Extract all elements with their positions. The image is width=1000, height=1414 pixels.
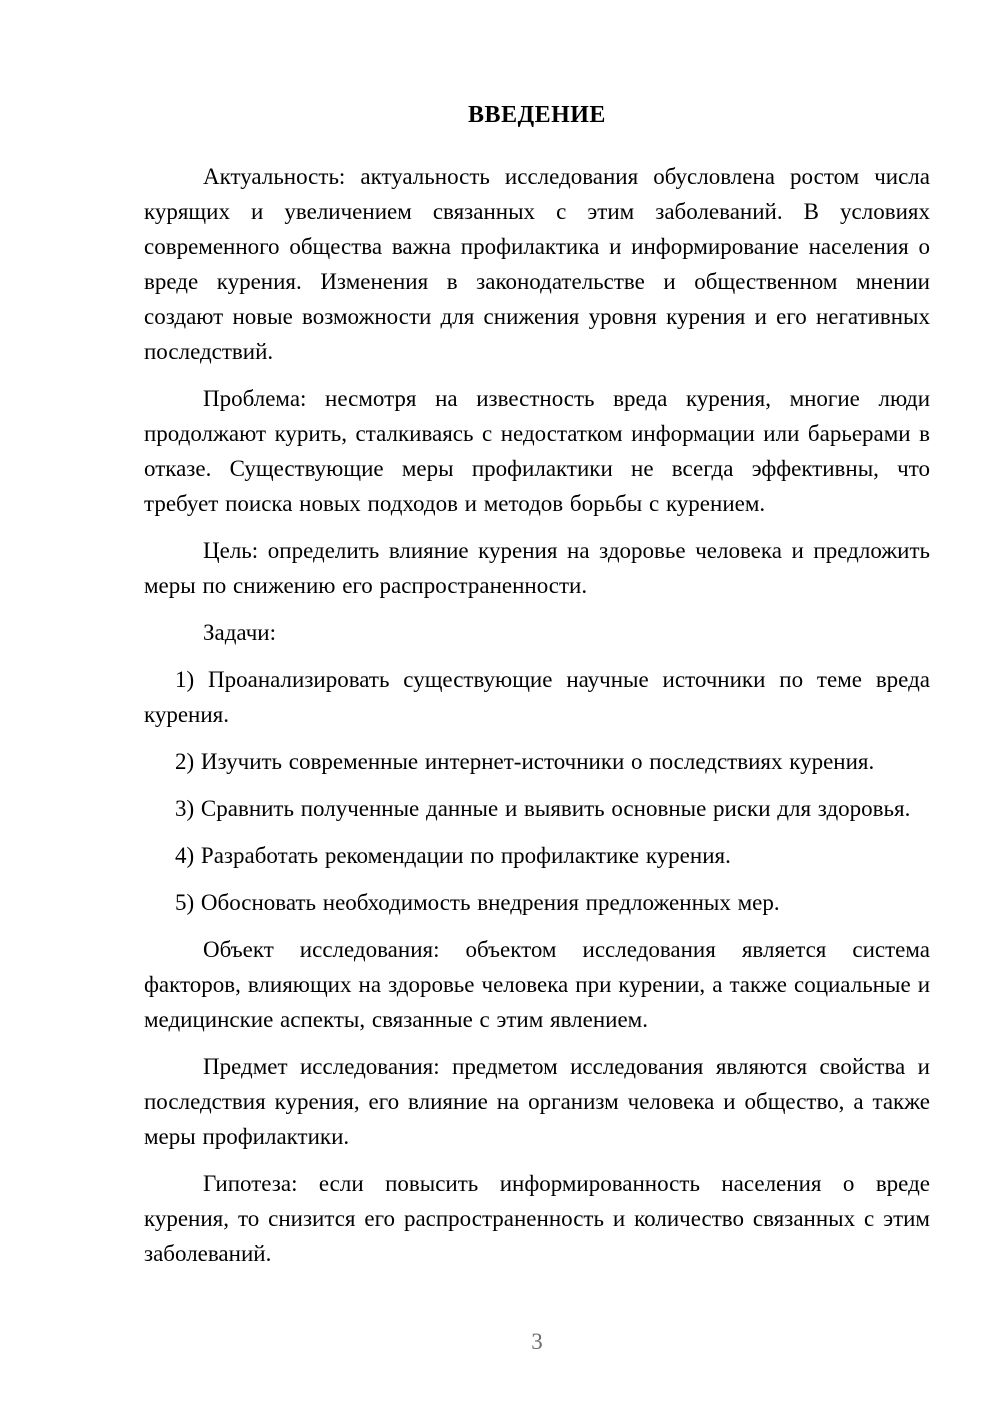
paragraph-relevance: Актуальность: актуальность исследования обусловлена ростом числа курящих и увеличением связанных с этим заболеваний. В условиях современного общества важна профилактика и информирование населения о вреде курения. Изменения в законодательстве и общественном мнении создают новые возможности для снижения уровня курения и его негативных последствий. — [144, 164, 930, 364]
task-item-1: 1) Проанализировать существующие научные источники по теме вреда курения. — [144, 667, 930, 727]
page-title: ВВЕДЕНИЕ — [468, 102, 606, 128]
task-item-5: 5) Обосновать необходимость внедрения предложенных мер. — [175, 890, 780, 915]
paragraph-hypothesis: Гипотеза: если повысить информированность населения о вреде курения, то снизится его распространенность и количество связанных с этим заболеваний. — [144, 1171, 930, 1266]
paragraph-subject: Предмет исследования: предметом исследования являются свойства и последствия курения, его влияние на организм человека и общество, а также меры профилактики. — [144, 1054, 930, 1149]
paragraph-object: Объект исследования: объектом исследования является система факторов, влияющих на здоровье человека при курении, а также социальные и медицинские аспекты, связанные с этим явлением. — [144, 937, 930, 1032]
task-item-4: 4) Разработать рекомендации по профилактике курения. — [175, 843, 731, 868]
paragraph-problem: Проблема: несмотря на известность вреда курения, многие люди продолжают курить, сталкиваясь с недостатком информации или барьерами в отказе. Существующие меры профилактики не всегда эффективны, что требует поиска новых подходов и методов борьбы с курением. — [144, 386, 930, 516]
task-item-3: 3) Сравнить полученные данные и выявить основные риски для здоровья. — [175, 796, 911, 821]
page-number: 3 — [531, 1329, 543, 1354]
tasks-heading: Задачи: — [203, 620, 276, 645]
page-content — [144, 98, 930, 1283]
task-item-2: 2) Изучить современные интернет-источники о последствиях курения. — [175, 749, 875, 774]
paragraph-goal: Цель: определить влияние курения на здоровье человека и предложить меры по снижению его распространенности. — [144, 538, 930, 598]
